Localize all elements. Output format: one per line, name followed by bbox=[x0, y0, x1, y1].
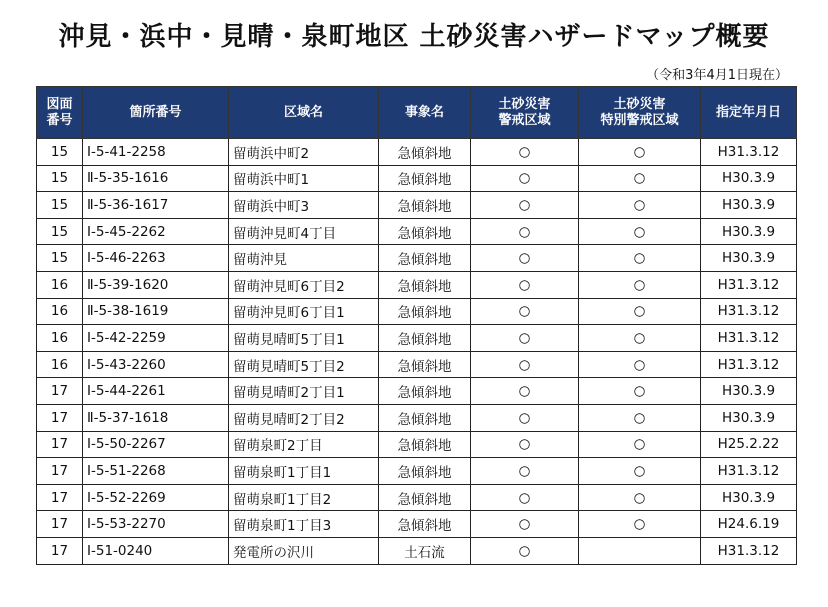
cell-location-code: Ⅱ-5-37-1618 bbox=[83, 404, 229, 431]
cell-area-name: 留萌泉町1丁目2 bbox=[229, 484, 379, 511]
cell-area-name: 留萌浜中町2 bbox=[229, 139, 379, 166]
cell-location-code: Ⅰ-5-43-2260 bbox=[83, 351, 229, 378]
cell-designation-date: H31.3.12 bbox=[701, 271, 797, 298]
cell-sheet-number: 17 bbox=[37, 511, 83, 538]
cell-area-name: 留萌泉町1丁目1 bbox=[229, 458, 379, 485]
table-row bbox=[37, 537, 797, 564]
table-row bbox=[37, 458, 797, 485]
cell-warning-zone: ○ bbox=[471, 139, 579, 166]
cell-designation-date: H30.3.9 bbox=[701, 404, 797, 431]
cell-designation-date: H31.3.12 bbox=[701, 139, 797, 166]
cell-event-type: 急傾斜地 bbox=[379, 165, 471, 192]
cell-warning-zone: ○ bbox=[471, 404, 579, 431]
cell-location-code: Ⅱ-5-35-1616 bbox=[83, 165, 229, 192]
cell-designation-date: H30.3.9 bbox=[701, 218, 797, 245]
cell-warning-zone: ○ bbox=[471, 298, 579, 325]
table-row bbox=[37, 431, 797, 458]
cell-warning-zone: ○ bbox=[471, 192, 579, 219]
cell-designation-date: H25.2.22 bbox=[701, 431, 797, 458]
header-sheet-number bbox=[37, 87, 83, 139]
cell-location-code: Ⅰ-5-46-2263 bbox=[83, 245, 229, 272]
cell-event-type: 急傾斜地 bbox=[379, 378, 471, 405]
header-event-type bbox=[379, 87, 471, 139]
cell-special-warning-zone bbox=[579, 537, 701, 564]
cell-location-code: Ⅰ-5-51-2268 bbox=[83, 458, 229, 485]
cell-sheet-number: 16 bbox=[37, 271, 83, 298]
cell-event-type: 急傾斜地 bbox=[379, 245, 471, 272]
header-designation-date bbox=[701, 87, 797, 139]
cell-warning-zone: ○ bbox=[471, 325, 579, 352]
cell-special-warning-zone: ○ bbox=[579, 298, 701, 325]
table-row bbox=[37, 484, 797, 511]
cell-warning-zone: ○ bbox=[471, 351, 579, 378]
table-body bbox=[37, 139, 797, 565]
page-title: 沖見・浜中・見晴・泉町地区 土砂災害ハザードマップ概要 bbox=[58, 22, 770, 52]
cell-event-type: 土石流 bbox=[379, 537, 471, 564]
cell-warning-zone: ○ bbox=[471, 484, 579, 511]
header-label-line: 特別警戒区域 bbox=[600, 112, 679, 128]
cell-event-type: 急傾斜地 bbox=[379, 218, 471, 245]
table-row bbox=[37, 404, 797, 431]
table-row bbox=[37, 165, 797, 192]
cell-event-type: 急傾斜地 bbox=[379, 271, 471, 298]
cell-designation-date: H31.3.12 bbox=[701, 298, 797, 325]
cell-area-name: 留萌浜中町3 bbox=[229, 192, 379, 219]
cell-special-warning-zone: ○ bbox=[579, 484, 701, 511]
cell-warning-zone: ○ bbox=[471, 431, 579, 458]
cell-event-type: 急傾斜地 bbox=[379, 139, 471, 166]
cell-area-name: 留萌見晴町5丁目2 bbox=[229, 351, 379, 378]
cell-designation-date: H30.3.9 bbox=[701, 484, 797, 511]
cell-designation-date: H31.3.12 bbox=[701, 537, 797, 564]
table-row bbox=[37, 325, 797, 352]
cell-special-warning-zone: ○ bbox=[579, 192, 701, 219]
cell-designation-date: H30.3.9 bbox=[701, 378, 797, 405]
table-row bbox=[37, 245, 797, 272]
header-special-warning-zone bbox=[579, 87, 701, 139]
cell-area-name: 留萌見晴町5丁目1 bbox=[229, 325, 379, 352]
cell-sheet-number: 15 bbox=[37, 139, 83, 166]
table-row bbox=[37, 298, 797, 325]
cell-event-type: 急傾斜地 bbox=[379, 431, 471, 458]
cell-sheet-number: 17 bbox=[37, 431, 83, 458]
cell-location-code: Ⅰ-5-53-2270 bbox=[83, 511, 229, 538]
cell-special-warning-zone: ○ bbox=[579, 165, 701, 192]
table-row bbox=[37, 351, 797, 378]
cell-sheet-number: 15 bbox=[37, 192, 83, 219]
header-label-line: 図面 bbox=[46, 96, 73, 112]
header-label-line: 事象名 bbox=[404, 104, 444, 120]
cell-designation-date: H31.3.12 bbox=[701, 325, 797, 352]
cell-designation-date: H30.3.9 bbox=[701, 192, 797, 219]
header-label-line: 警戒区域 bbox=[498, 112, 551, 128]
cell-location-code: Ⅰ-51-0240 bbox=[83, 537, 229, 564]
header-label-line: 区域名 bbox=[283, 104, 323, 120]
cell-event-type: 急傾斜地 bbox=[379, 404, 471, 431]
cell-event-type: 急傾斜地 bbox=[379, 511, 471, 538]
cell-location-code: Ⅰ-5-41-2258 bbox=[83, 139, 229, 166]
cell-sheet-number: 17 bbox=[37, 484, 83, 511]
cell-event-type: 急傾斜地 bbox=[379, 458, 471, 485]
cell-area-name: 留萌沖見町6丁目1 bbox=[229, 298, 379, 325]
cell-area-name: 留萌泉町1丁目3 bbox=[229, 511, 379, 538]
cell-event-type: 急傾斜地 bbox=[379, 351, 471, 378]
cell-sheet-number: 17 bbox=[37, 458, 83, 485]
cell-event-type: 急傾斜地 bbox=[379, 298, 471, 325]
table-row bbox=[37, 378, 797, 405]
cell-event-type: 急傾斜地 bbox=[379, 192, 471, 219]
as-of-date: （令和3年4月1日現在） bbox=[646, 68, 788, 83]
header-label-line: 箇所番号 bbox=[129, 104, 182, 120]
cell-special-warning-zone: ○ bbox=[579, 431, 701, 458]
cell-special-warning-zone: ○ bbox=[579, 325, 701, 352]
cell-sheet-number: 17 bbox=[37, 378, 83, 405]
cell-warning-zone: ○ bbox=[471, 271, 579, 298]
cell-special-warning-zone: ○ bbox=[579, 378, 701, 405]
table-row bbox=[37, 511, 797, 538]
header-label-line: 指定年月日 bbox=[715, 104, 781, 120]
cell-warning-zone: ○ bbox=[471, 245, 579, 272]
cell-sheet-number: 16 bbox=[37, 325, 83, 352]
table-row bbox=[37, 139, 797, 166]
table-header bbox=[37, 87, 797, 139]
header-location-code bbox=[83, 87, 229, 139]
cell-special-warning-zone: ○ bbox=[579, 271, 701, 298]
hazard-table bbox=[36, 86, 797, 565]
cell-sheet-number: 17 bbox=[37, 537, 83, 564]
cell-event-type: 急傾斜地 bbox=[379, 325, 471, 352]
cell-area-name: 留萌沖見町6丁目2 bbox=[229, 271, 379, 298]
table-row bbox=[37, 218, 797, 245]
cell-designation-date: H30.3.9 bbox=[701, 245, 797, 272]
cell-event-type: 急傾斜地 bbox=[379, 484, 471, 511]
cell-location-code: Ⅱ-5-36-1617 bbox=[83, 192, 229, 219]
cell-sheet-number: 15 bbox=[37, 165, 83, 192]
cell-special-warning-zone: ○ bbox=[579, 458, 701, 485]
cell-area-name: 留萌沖見 bbox=[229, 245, 379, 272]
cell-location-code: Ⅱ-5-39-1620 bbox=[83, 271, 229, 298]
table-row bbox=[37, 192, 797, 219]
cell-special-warning-zone: ○ bbox=[579, 404, 701, 431]
cell-location-code: Ⅰ-5-45-2262 bbox=[83, 218, 229, 245]
cell-sheet-number: 15 bbox=[37, 218, 83, 245]
header-label-line: 土砂災害 bbox=[613, 96, 666, 112]
cell-warning-zone: ○ bbox=[471, 458, 579, 485]
cell-sheet-number: 15 bbox=[37, 245, 83, 272]
cell-special-warning-zone: ○ bbox=[579, 245, 701, 272]
cell-sheet-number: 16 bbox=[37, 298, 83, 325]
cell-sheet-number: 16 bbox=[37, 351, 83, 378]
cell-location-code: Ⅰ-5-44-2261 bbox=[83, 378, 229, 405]
cell-special-warning-zone: ○ bbox=[579, 218, 701, 245]
cell-location-code: Ⅰ-5-52-2269 bbox=[83, 484, 229, 511]
cell-sheet-number: 17 bbox=[37, 404, 83, 431]
cell-special-warning-zone: ○ bbox=[579, 351, 701, 378]
cell-location-code: Ⅰ-5-42-2259 bbox=[83, 325, 229, 352]
cell-area-name: 留萌泉町2丁目 bbox=[229, 431, 379, 458]
cell-location-code: Ⅰ-5-50-2267 bbox=[83, 431, 229, 458]
cell-designation-date: H30.3.9 bbox=[701, 165, 797, 192]
cell-location-code: Ⅱ-5-38-1619 bbox=[83, 298, 229, 325]
cell-warning-zone: ○ bbox=[471, 537, 579, 564]
header-row bbox=[37, 87, 797, 139]
cell-warning-zone: ○ bbox=[471, 218, 579, 245]
header-label-line: 土砂災害 bbox=[498, 96, 551, 112]
cell-warning-zone: ○ bbox=[471, 378, 579, 405]
cell-designation-date: H24.6.19 bbox=[701, 511, 797, 538]
cell-warning-zone: ○ bbox=[471, 165, 579, 192]
cell-area-name: 留萌見晴町2丁目1 bbox=[229, 378, 379, 405]
cell-area-name: 留萌沖見町4丁目 bbox=[229, 218, 379, 245]
cell-warning-zone: ○ bbox=[471, 511, 579, 538]
cell-designation-date: H31.3.12 bbox=[701, 458, 797, 485]
header-warning-zone bbox=[471, 87, 579, 139]
cell-designation-date: H31.3.12 bbox=[701, 351, 797, 378]
cell-area-name: 留萌浜中町1 bbox=[229, 165, 379, 192]
table-row bbox=[37, 271, 797, 298]
header-label-line: 番号 bbox=[46, 112, 73, 128]
cell-special-warning-zone: ○ bbox=[579, 511, 701, 538]
cell-area-name: 発電所の沢川 bbox=[229, 537, 379, 564]
cell-special-warning-zone: ○ bbox=[579, 139, 701, 166]
header-area-name bbox=[229, 87, 379, 139]
cell-area-name: 留萌見晴町2丁目2 bbox=[229, 404, 379, 431]
